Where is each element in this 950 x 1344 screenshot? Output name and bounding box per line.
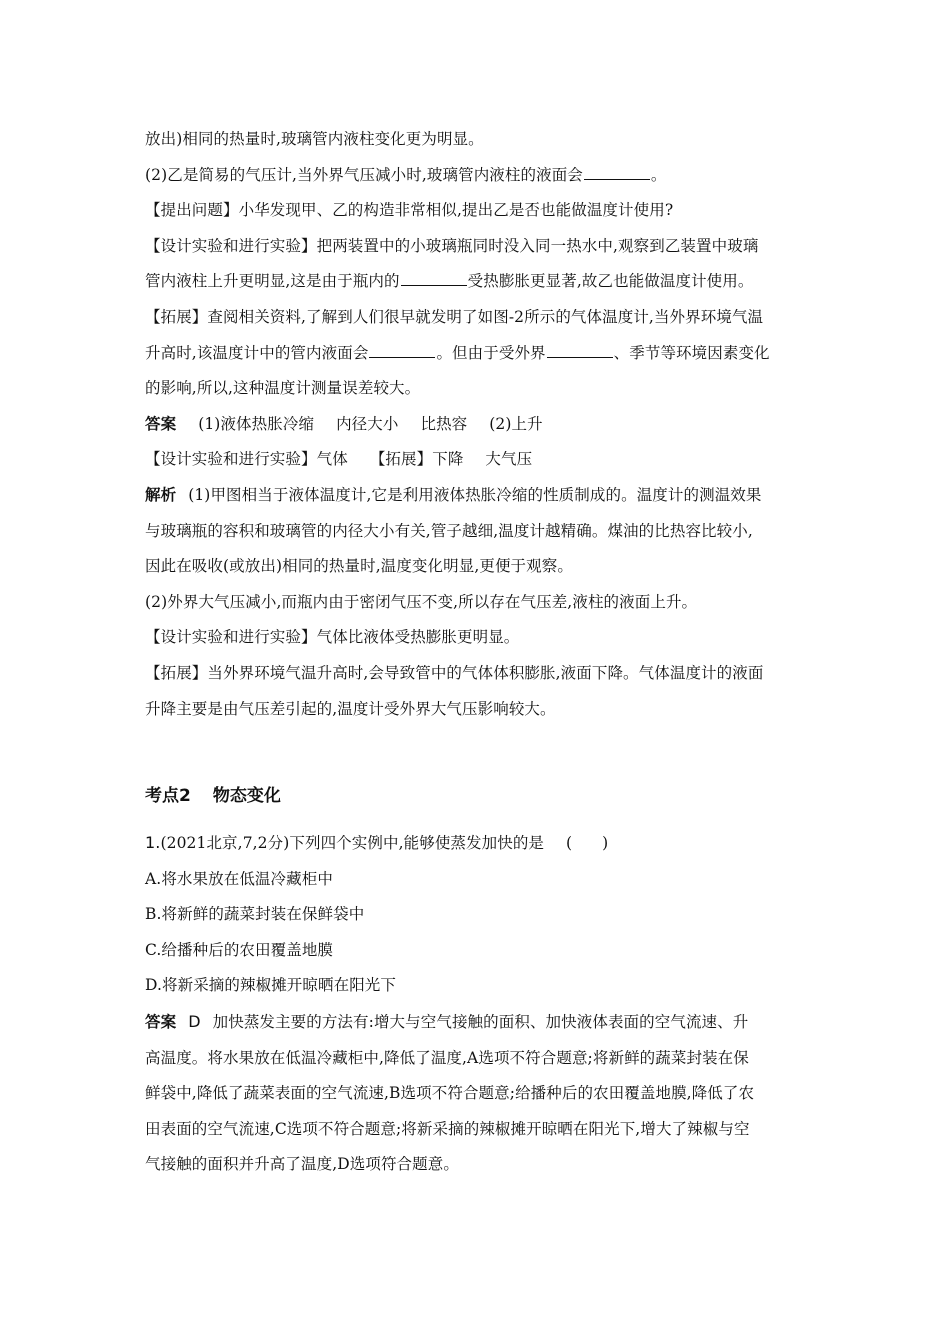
- text-line: 气接触的面积并升高了温度,D选项符合题意。: [145, 1155, 459, 1174]
- answer-label: 答案: [145, 414, 177, 433]
- analysis-label: 解析: [145, 485, 177, 504]
- option-b: B.将新鲜的蔬菜封装在保鲜袋中: [145, 905, 365, 924]
- section-title: [145, 779, 815, 813]
- answer-item: 比热容: [420, 414, 468, 433]
- option-d: D.将新采摘的辣椒摊开晾晒在阳光下: [145, 976, 397, 995]
- answer-item: (1)液体热胀冷缩: [198, 414, 315, 433]
- fill-blank: [401, 271, 467, 286]
- text-span: 管内液柱上升更明显,这是由于瓶内的: [145, 272, 400, 291]
- analysis-line: [145, 478, 815, 514]
- text-line: 田表面的空气流速,C选项不符合题意;将新采摘的辣椒摊开晾晒在阳光下,增大了辣椒与空: [145, 1119, 750, 1138]
- section-number: 考点2: [145, 786, 191, 807]
- text-span: (2021北京,7,2分)下列四个实例中,能够使蒸发加快的是: [160, 834, 545, 853]
- text-line: 【提出问题】小华发现甲、乙的构造非常相似,提出乙是否也能做温度计使用?: [145, 201, 674, 220]
- answer-letter: D: [188, 1012, 201, 1032]
- answer-line: [145, 1004, 815, 1041]
- text-span: 、季节等环境因素变化: [613, 343, 770, 362]
- text-line: 【拓展】当外界环境气温升高时,会导致管中的气体体积膨胀,液面下降。气体温度计的液面: [145, 663, 764, 682]
- text-line: 【设计实验和进行实验】把两装置中的小玻璃瓶同时没入同一热水中,观察到乙装置中玻璃: [145, 236, 759, 255]
- answer-item: 大气压: [485, 450, 533, 469]
- text-line: 与玻璃瓶的容积和玻璃管的内径大小有关,管子越细,温度计越精确。煤油的比热容比较小,: [145, 521, 753, 540]
- text-line: 【拓展】查阅相关资料,了解到人们很早就发明了如图-2所示的气体温度计,当外界环境气温: [145, 307, 764, 326]
- text-line: 因此在吸收(或放出)相同的热量时,温度变化明显,更便于观察。: [145, 557, 573, 576]
- document-page: [145, 122, 815, 1183]
- text-span: 升高时,该温度计中的管内液面会: [145, 343, 369, 362]
- question-number: 1.: [145, 833, 161, 853]
- question-2-line: [145, 158, 815, 194]
- text-line: 高温度。将水果放在低温冷藏柜中,降低了温度,A选项不符合题意;将新鲜的蔬菜封装在保: [145, 1048, 749, 1067]
- text-line: (2)外界大气压减小,而瓶内由于密闭气压不变,所以存在气压差,液柱的液面上升。: [145, 592, 698, 611]
- answer-label: 答案: [145, 1013, 177, 1032]
- text-span: 受热膨胀更显著,故乙也能做温度计使用。: [467, 272, 754, 291]
- text-line: 鲜袋中,降低了蔬菜表面的空气流速,B选项不符合题意;给播种后的农田覆盖地膜,降低了农: [145, 1084, 755, 1103]
- answer-item: (2)上升: [489, 414, 543, 433]
- text-span: 。: [650, 165, 667, 184]
- text-span: (2)乙是简易的气压计,当外界气压减小时,玻璃管内液柱的液面会: [145, 165, 583, 184]
- text-line: [145, 336, 815, 372]
- option-a: A.将水果放在低温冷藏柜中: [145, 869, 333, 888]
- text-line: 【设计实验和进行实验】气体比液体受热膨胀更明显。: [145, 628, 520, 647]
- answer-line: [145, 442, 815, 478]
- question-stem: [145, 825, 815, 862]
- answer-item: 【拓展】下降: [369, 450, 464, 469]
- fill-blank: [584, 165, 650, 180]
- text-span: 加快蒸发主要的方法有:增大与空气接触的面积、加快液体表面的空气流速、升: [212, 1013, 749, 1032]
- text-line: 放出)相同的热量时,玻璃管内液柱变化更为明显。: [145, 130, 484, 148]
- text-span: 。但由于受外界: [436, 343, 546, 362]
- fill-blank: [547, 343, 613, 358]
- section-text: 物态变化: [212, 786, 281, 807]
- fill-blank: [369, 343, 435, 358]
- answer-item: 内径大小: [336, 414, 399, 433]
- text-line: [145, 264, 815, 300]
- answer-item: 【设计实验和进行实验】气体: [145, 450, 348, 469]
- text-span: (1)甲图相当于液体温度计,它是利用液体热胀冷缩的性质制成的。温度计的测温效果: [188, 485, 762, 504]
- answer-paren: ( ): [566, 834, 609, 853]
- text-line: 升降主要是由气压差引起的,温度计受外界大气压影响较大。: [145, 699, 556, 718]
- option-c: C.给播种后的农田覆盖地膜: [145, 940, 334, 959]
- answer-line: [145, 407, 815, 443]
- text-line: 的影响,所以,这种温度计测量误差较大。: [145, 379, 421, 398]
